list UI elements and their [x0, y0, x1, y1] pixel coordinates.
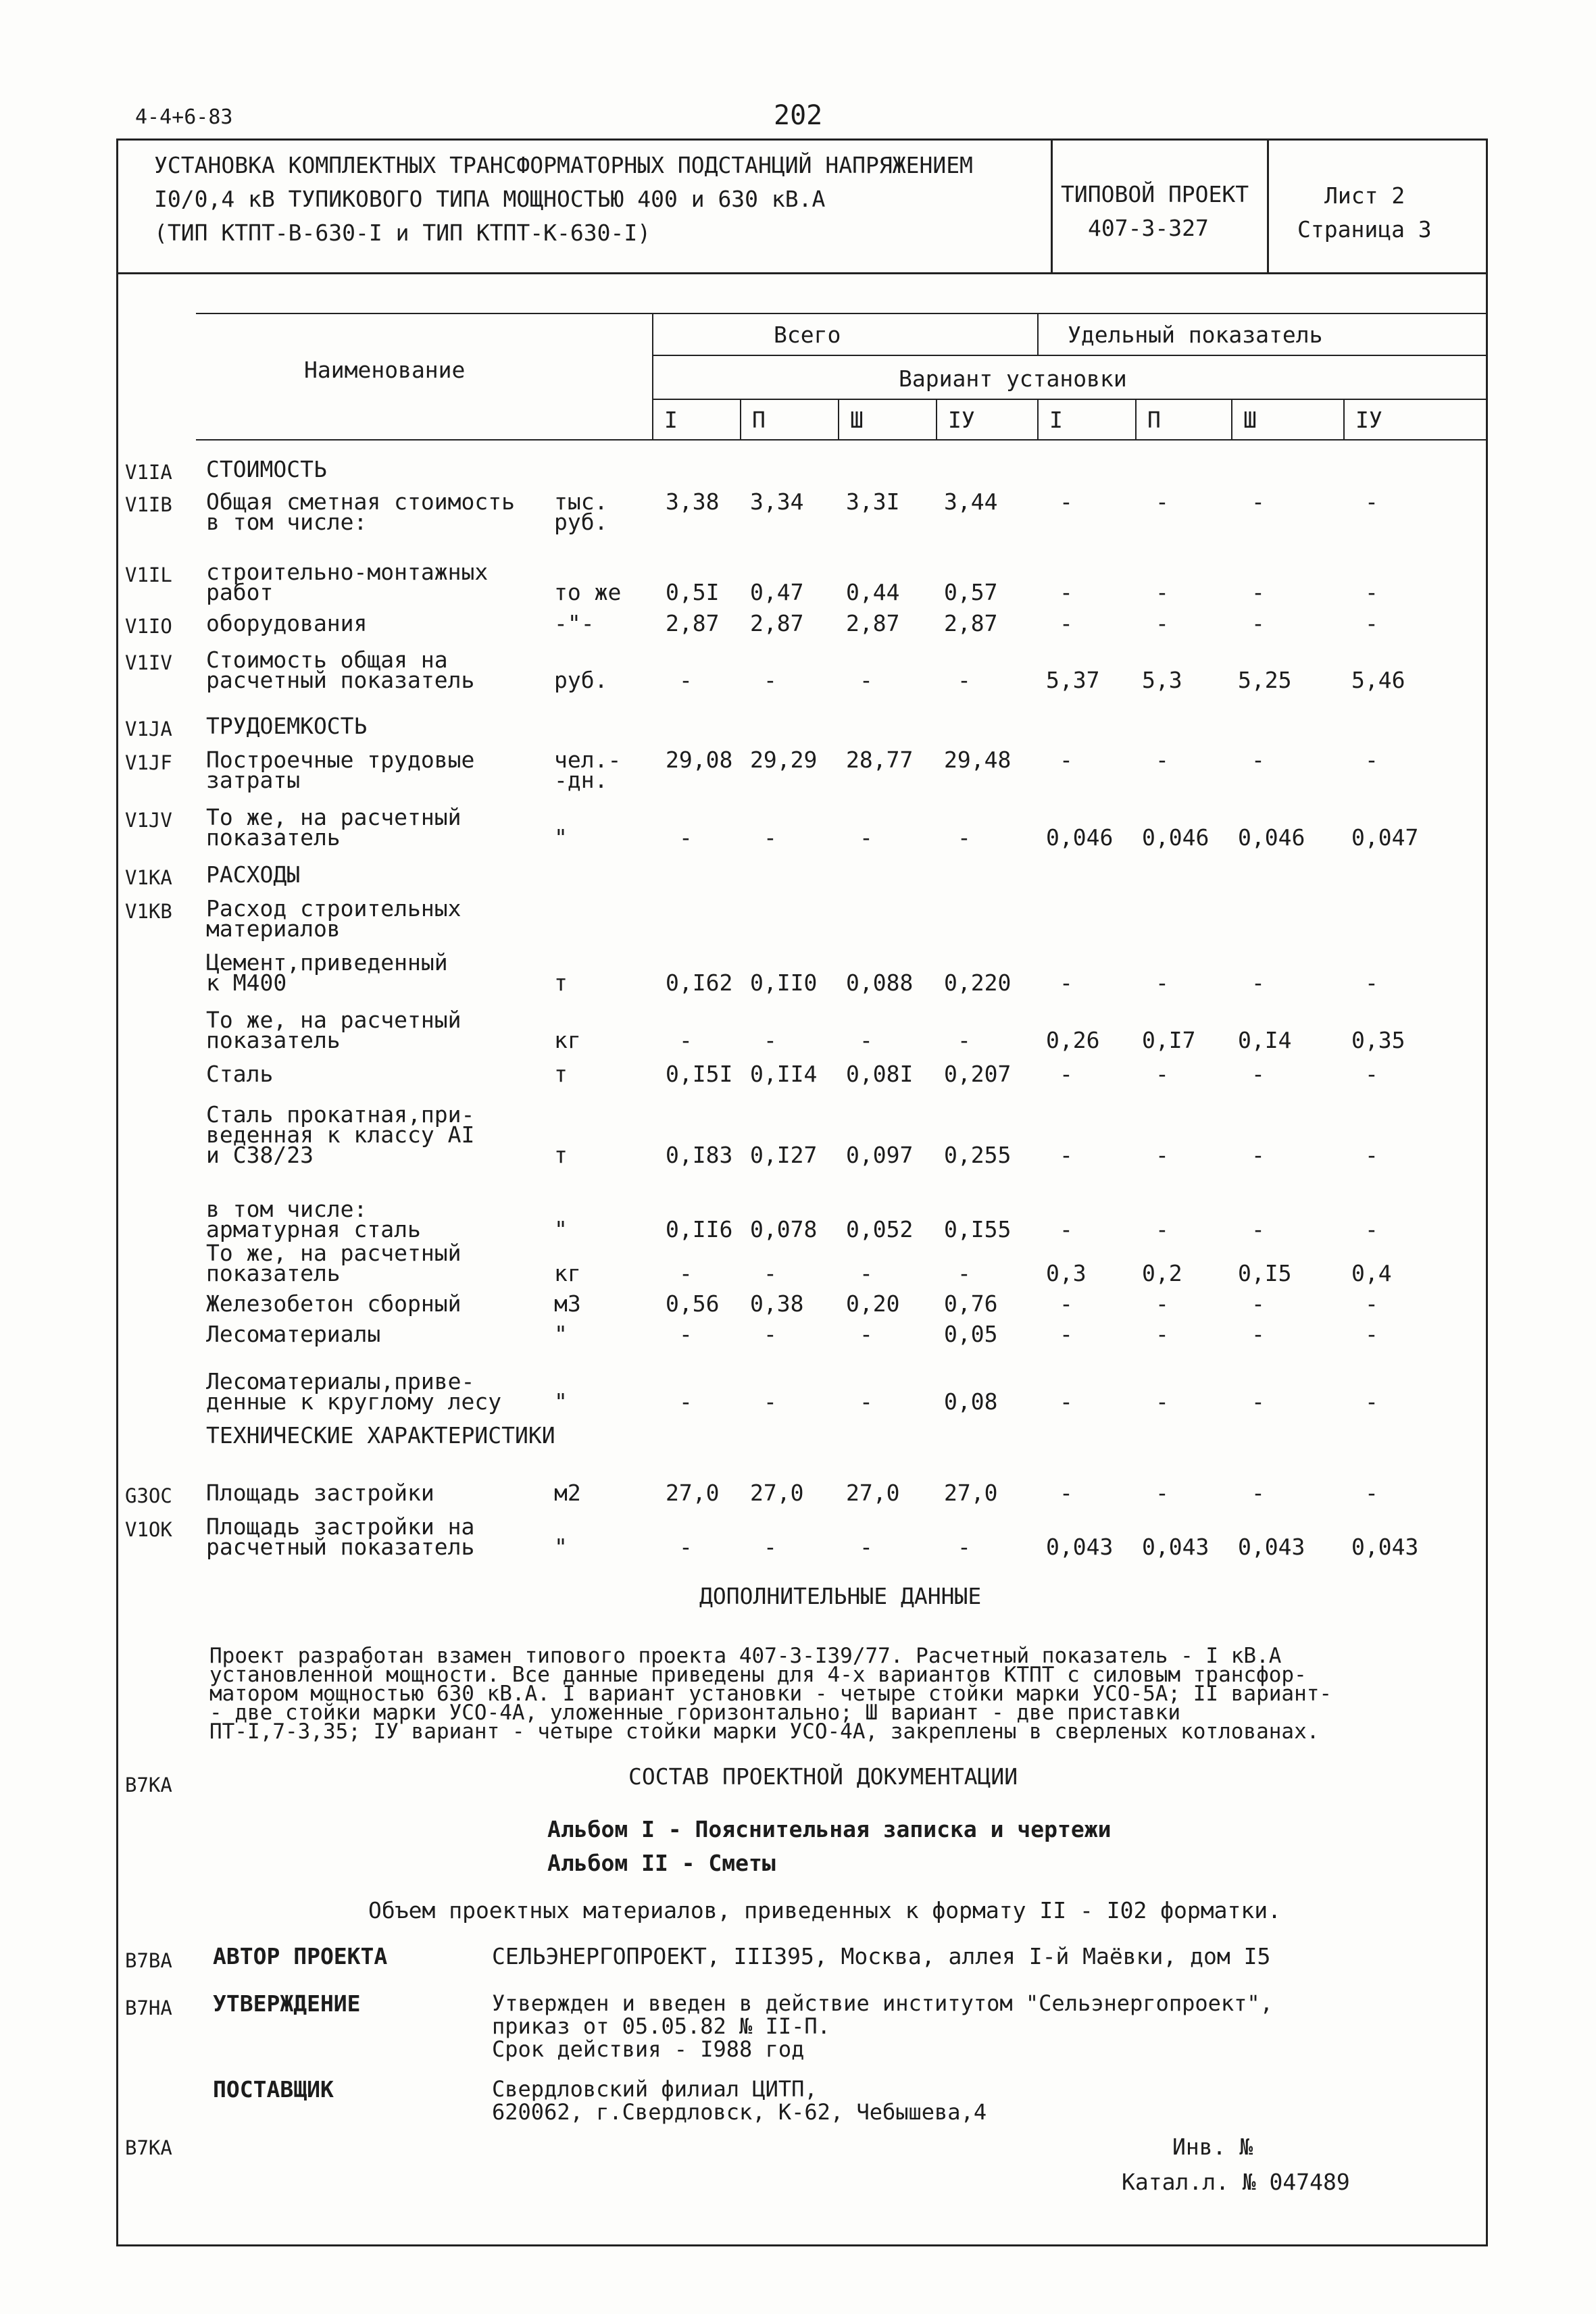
row-code: V1IV	[125, 651, 172, 674]
variant-header-4: IУ	[948, 407, 975, 433]
row-value: -	[1251, 1061, 1265, 1087]
row-value: -	[1059, 488, 1073, 515]
row-code: V1KB	[125, 900, 172, 923]
row-value: 0,043	[1142, 1534, 1210, 1560]
row-name: Лесоматериалы	[206, 1321, 381, 1347]
page-label: Страница 3	[1297, 216, 1432, 243]
additional-line-3: матором мощностью 630 кВ.А. I вариант установки - четыре стойки марки УСО-5А; II вариант-	[209, 1682, 1332, 1706]
row-value: -	[764, 1534, 777, 1560]
row-code: V1JF	[125, 751, 172, 774]
row-value: -	[679, 824, 693, 851]
row-name: То же, на расчетный	[206, 1240, 462, 1266]
row-code: V1OK	[125, 1518, 172, 1541]
doc-code: 4-4+6-83	[135, 105, 233, 129]
row-value: -	[764, 1027, 777, 1053]
row-name: Построечные трудовые	[206, 747, 475, 773]
row-value: -	[1155, 1061, 1169, 1087]
row-value: 0,207	[944, 1061, 1012, 1087]
row-value: 0,47	[750, 579, 804, 605]
row-unit: т	[554, 1061, 568, 1087]
row-value: 0,I83	[666, 1142, 733, 1168]
row-unit: -дн.	[554, 767, 608, 793]
row-value: 0,I7	[1142, 1027, 1196, 1053]
row-value: -	[957, 824, 971, 851]
row-value: 0,08	[944, 1388, 998, 1415]
row-name: строительно-монтажных	[206, 559, 489, 585]
row-code: V1IL	[125, 563, 172, 586]
row-value: 0,043	[1238, 1534, 1305, 1560]
row-value: -	[1059, 1216, 1073, 1242]
title-block-bottom-line	[116, 272, 1488, 274]
row-value: -	[957, 667, 971, 693]
row-value: -	[957, 1534, 971, 1560]
title-line-3: (ТИП КТПТ-В-630-I и ТИП КТПТ-К-630-I)	[154, 220, 651, 246]
row-name: веденная к классу АI	[206, 1122, 475, 1148]
row-value: -	[859, 1321, 873, 1347]
row-unit: то же	[554, 579, 622, 605]
row-name: То же, на расчетный	[206, 804, 462, 830]
row-code: V1JV	[125, 809, 172, 832]
title-line-2: I0/0,4 кВ ТУПИКОВОГО ТИПА МОЩНОСТЬЮ 400 и 630 кВ.А	[154, 186, 826, 212]
row-value: -	[1251, 579, 1265, 605]
header-variants-top-line	[652, 399, 1488, 400]
row-value: -	[1365, 1290, 1378, 1317]
row-value: 0,20	[846, 1290, 900, 1317]
row-value: -	[1059, 1321, 1073, 1347]
row-value: -	[1251, 488, 1265, 515]
row-value: -	[1059, 1480, 1073, 1506]
row-value: 0,043	[1046, 1534, 1114, 1560]
row-value: 0,078	[750, 1216, 818, 1242]
catalog-number: Катал.л. № 047489	[1122, 2169, 1350, 2195]
row-name: к М400	[206, 970, 287, 996]
row-name: Общая сметная стоимость	[206, 488, 515, 515]
row-value: -	[679, 1534, 693, 1560]
row-name: показатель	[206, 1260, 341, 1286]
row-value: -	[1365, 1388, 1378, 1415]
row-value: 0,4	[1351, 1260, 1392, 1286]
row-value: 2,87	[750, 610, 804, 636]
row-value: -	[1365, 970, 1378, 996]
row-name: материалов	[206, 915, 341, 942]
row-value: -	[1155, 1142, 1169, 1168]
row-value: -	[1251, 1216, 1265, 1242]
row-unit: "	[554, 1216, 568, 1242]
row-name: затраты	[206, 767, 301, 793]
row-value: 29,48	[944, 747, 1012, 773]
row-name: Стоимость общая на	[206, 647, 448, 673]
row-value: -	[1155, 1321, 1169, 1347]
row-value: -	[1155, 1388, 1169, 1415]
row-value: -	[1155, 1480, 1169, 1506]
row-unit: т	[554, 1142, 568, 1168]
document-title	[154, 149, 973, 250]
additional-line-5: ПТ-I,7-3,35; IУ вариант - четыре стойки марки УСО-4А, закреплены в сверленых котлованах.	[209, 1719, 1320, 1744]
row-name: Сталь	[206, 1061, 274, 1087]
row-value: -	[957, 1260, 971, 1286]
approval-label: УТВЕРЖДЕНИЕ	[213, 1990, 361, 2017]
row-value: 2,87	[666, 610, 720, 636]
row-value: -	[859, 1388, 873, 1415]
additional-line-4: - две стойки марки УСО-4А, уложенные горизонтально; Ш вариант - две приставки	[209, 1701, 1181, 1725]
row-value: 28,77	[846, 747, 914, 773]
row-value: 0,2	[1142, 1260, 1182, 1286]
row-value: 0,5I	[666, 579, 720, 605]
row-value: -	[679, 1027, 693, 1053]
row-unit: м3	[554, 1290, 581, 1317]
variant-col-line-5	[1135, 399, 1137, 439]
row-value: -	[1365, 579, 1378, 605]
row-value: 0,097	[846, 1142, 914, 1168]
row-unit: "	[554, 1388, 568, 1415]
row-value: -	[764, 667, 777, 693]
row-name: Лесоматериалы,приве-	[206, 1368, 475, 1394]
row-value: 3,34	[750, 488, 804, 515]
row-value: -	[859, 1260, 873, 1286]
variant-header-2: П	[752, 407, 766, 433]
row-value: 29,29	[750, 747, 818, 773]
additional-line-2: установленной мощности. Все данные приведены для 4-х вариантов КТПТ с силовым трансфор-	[209, 1663, 1307, 1687]
row-value: -	[1365, 747, 1378, 773]
variant-header-7: Ш	[1243, 407, 1257, 433]
row-value: -	[859, 1534, 873, 1560]
row-value: 0,046	[1046, 824, 1114, 851]
variant-header-6: П	[1147, 407, 1161, 433]
author-code: В7ВА	[125, 1949, 172, 1972]
row-value: 5,25	[1238, 667, 1292, 693]
variant-col-line-3	[936, 399, 937, 439]
row-name: Цемент,приведенный	[206, 949, 448, 976]
row-name: арматурная сталь	[206, 1216, 421, 1242]
variant-header-8: IУ	[1355, 407, 1382, 433]
row-unit: м2	[554, 1480, 581, 1506]
additional-text	[209, 1644, 1332, 1744]
row-value: -	[679, 667, 693, 693]
row-name: То же, на расчетный	[206, 1007, 462, 1033]
row-unit: руб.	[554, 509, 608, 535]
row-value: -	[1251, 970, 1265, 996]
row-value: 0,II4	[750, 1061, 818, 1087]
row-value: -	[1251, 1480, 1265, 1506]
variant-col-line-7	[1343, 399, 1345, 439]
inventory-label: Инв. №	[1172, 2134, 1253, 2160]
row-value: -	[1059, 1142, 1073, 1168]
row-value: -	[1251, 610, 1265, 636]
supplier-text	[492, 2078, 987, 2123]
row-unit: "	[554, 1321, 568, 1347]
variant-col-line-1	[740, 399, 741, 439]
row-name: работ	[206, 579, 274, 605]
row-value: 0,II0	[750, 970, 818, 996]
row-code: V1IB	[125, 493, 172, 516]
row-value: 0,255	[944, 1142, 1012, 1168]
row-value: -	[1059, 610, 1073, 636]
row-value: -	[1059, 1061, 1073, 1087]
row-value: -	[679, 1260, 693, 1286]
row-value: -	[1155, 579, 1169, 605]
row-value: -	[859, 1027, 873, 1053]
header-variant: Вариант установки	[899, 366, 1127, 392]
row-value: -	[1059, 1388, 1073, 1415]
row-code: G3OC	[125, 1484, 172, 1507]
row-value: -	[1251, 1290, 1265, 1317]
row-name: показатель	[206, 824, 341, 851]
row-value: -	[764, 1388, 777, 1415]
title-line-1: УСТАНОВКА КОМПЛЕКТНЫХ ТРАНСФОРМАТОРНЫХ ПОДСТАНЦИЙ НАПРЯЖЕНИЕМ	[154, 152, 973, 178]
variant-col-line-4	[1037, 399, 1039, 439]
page-number: 202	[774, 100, 823, 131]
row-value: 0,I5	[1238, 1260, 1292, 1286]
row-value: -	[1365, 1061, 1378, 1087]
header-variant-top-line	[652, 355, 1488, 356]
row-value: -	[1155, 1290, 1169, 1317]
header-divider-name	[652, 313, 653, 439]
row-value: 0,26	[1046, 1027, 1100, 1053]
row-name: СТОИМОСТЬ	[206, 456, 327, 482]
row-name: в том числе:	[206, 1196, 368, 1222]
project-label: ТИПОВОЙ ПРОЕКТ	[1061, 181, 1249, 207]
header-divider-total-specific	[1037, 313, 1039, 355]
row-value: 27,0	[750, 1480, 804, 1506]
row-value: -	[1251, 747, 1265, 773]
additional-line-1: Проект разработан взамен типового проекта 407-3-I39/77. Расчетный показатель - I кВ.А	[209, 1644, 1282, 1668]
variant-header-3: Ш	[850, 407, 864, 433]
header-bottom-line	[196, 439, 1488, 441]
row-value: -	[957, 1027, 971, 1053]
row-code: V1JA	[125, 718, 172, 740]
row-name: Площадь застройки на	[206, 1513, 475, 1540]
row-value: -	[1155, 1216, 1169, 1242]
approval-line-1: Утвержден и введен в действие институтом "Сельэнергопроект",	[492, 1990, 1273, 2016]
row-name: показатель	[206, 1027, 341, 1053]
row-name: Площадь застройки	[206, 1480, 434, 1506]
project-number: 407-3-327	[1088, 215, 1209, 241]
row-value: 3,3I	[846, 488, 900, 515]
row-value: 5,37	[1046, 667, 1100, 693]
row-name: Железобетон сборный	[206, 1290, 462, 1317]
composition-code: В7КА	[125, 1774, 172, 1796]
row-unit: т	[554, 970, 568, 996]
header-name: Наименование	[304, 357, 466, 383]
row-unit: тыс.	[554, 488, 608, 515]
approval-line-3: Срок действия - I988 год	[492, 2036, 805, 2062]
row-name: ТРУДОЕМКОСТЬ	[206, 713, 368, 739]
row-value: -	[1155, 610, 1169, 636]
row-value: 0,047	[1351, 824, 1419, 851]
row-value: 0,57	[944, 579, 998, 605]
supplier-label: ПОСТАВЩИК	[213, 2076, 334, 2103]
variant-col-line-6	[1231, 399, 1232, 439]
composition-title: СОСТАВ ПРОЕКТНОЙ ДОКУМЕНТАЦИИ	[628, 1763, 1018, 1790]
row-value: 0,08I	[846, 1061, 914, 1087]
row-name: оборудования	[206, 610, 368, 636]
header-top-line	[196, 313, 1488, 314]
row-value: 3,38	[666, 488, 720, 515]
row-value: 0,220	[944, 970, 1012, 996]
row-value: -	[1251, 1321, 1265, 1347]
row-value: 0,046	[1142, 824, 1210, 851]
row-value: -	[859, 824, 873, 851]
row-code: V1IA	[125, 461, 172, 484]
row-value: -	[1059, 1290, 1073, 1317]
row-value: 0,76	[944, 1290, 998, 1317]
page-frame	[116, 139, 1488, 2246]
variant-header-5: I	[1049, 407, 1063, 433]
album-2: Альбом II - Сметы	[547, 1850, 776, 1876]
row-value: 0,56	[666, 1290, 720, 1317]
row-value: 0,II6	[666, 1216, 733, 1242]
title-block-divider-2	[1267, 139, 1269, 274]
row-value: 3,44	[944, 488, 998, 515]
row-value: 0,052	[846, 1216, 914, 1242]
row-value: -	[1365, 1216, 1378, 1242]
row-unit: "	[554, 1534, 568, 1560]
supplier-line-2: 620062, г.Свердловск, К-62, Чебышева,4	[492, 2099, 987, 2125]
row-value: 0,05	[944, 1321, 998, 1347]
row-name: Сталь прокатная,при-	[206, 1101, 475, 1128]
row-value: 29,08	[666, 747, 733, 773]
row-value: -	[679, 1321, 693, 1347]
row-name: денные к круглому лесу	[206, 1388, 502, 1415]
row-value: 2,87	[846, 610, 900, 636]
row-unit: "	[554, 824, 568, 851]
row-value: -	[1059, 579, 1073, 605]
row-value: 0,046	[1238, 824, 1305, 851]
row-value: -	[764, 1260, 777, 1286]
row-value: -	[859, 667, 873, 693]
row-value: -	[1059, 970, 1073, 996]
volume-text: Объем проектных материалов, приведенных к формату II - I02 форматки.	[368, 1897, 1282, 1923]
row-unit: кг	[554, 1260, 581, 1286]
row-value: -	[764, 1321, 777, 1347]
row-value: -	[1155, 970, 1169, 996]
row-name: в том числе:	[206, 509, 368, 535]
sheet-label: Лист 2	[1324, 182, 1405, 209]
author-label: АВТОР ПРОЕКТА	[213, 1943, 388, 1969]
row-value: -	[1365, 488, 1378, 515]
row-value: -	[764, 824, 777, 851]
title-block-divider-1	[1051, 139, 1053, 274]
row-name: расчетный показатель	[206, 1534, 475, 1560]
additional-title: ДОПОЛНИТЕЛЬНЫЕ ДАННЫЕ	[699, 1583, 982, 1609]
row-unit: кг	[554, 1027, 581, 1053]
row-name: и С38/23	[206, 1142, 314, 1168]
approval-code: В7НА	[125, 1996, 172, 2019]
album-1: Альбом I - Пояснительная записка и чертежи	[547, 1816, 1112, 1842]
variant-col-line-2	[838, 399, 839, 439]
row-value: 27,0	[666, 1480, 720, 1506]
row-value: -	[1251, 1142, 1265, 1168]
row-value: 5,3	[1142, 667, 1182, 693]
row-name: РАСХОДЫ	[206, 861, 301, 888]
row-value: -	[1365, 1142, 1378, 1168]
row-value: -	[1059, 747, 1073, 773]
row-value: 2,87	[944, 610, 998, 636]
supplier-code: В7КА	[125, 2136, 172, 2159]
row-name: расчетный показатель	[206, 667, 475, 693]
row-unit: чел.-	[554, 747, 622, 773]
row-name: Расход строительных	[206, 895, 462, 922]
row-value: 5,46	[1351, 667, 1405, 693]
variant-header-1: I	[664, 407, 678, 433]
row-value: -	[1155, 747, 1169, 773]
row-value: 0,I55	[944, 1216, 1012, 1242]
supplier-line-1: Свердловский филиал ЦИТП,	[492, 2076, 818, 2102]
row-value: 0,088	[846, 970, 914, 996]
row-unit: -"-	[554, 610, 595, 636]
header-total: Всего	[774, 322, 841, 348]
row-value: 0,44	[846, 579, 900, 605]
row-value: 0,I27	[750, 1142, 818, 1168]
approval-text	[492, 1992, 1273, 2061]
header-specific: Удельный показатель	[1068, 322, 1323, 348]
row-value: -	[1365, 1480, 1378, 1506]
row-code: V1IO	[125, 615, 172, 638]
row-value: -	[1365, 1321, 1378, 1347]
row-value: 0,I4	[1238, 1027, 1292, 1053]
row-value: 0,I62	[666, 970, 733, 996]
row-value: 27,0	[846, 1480, 900, 1506]
row-name: ТЕХНИЧЕСКИЕ ХАРАКТЕРИСТИКИ	[206, 1422, 555, 1449]
row-value: 0,I5I	[666, 1061, 733, 1087]
row-value: -	[1155, 488, 1169, 515]
author-value: СЕЛЬЭНЕРГОПРОЕКТ, III395, Москва, аллея I-й Маёвки, дом I5	[492, 1943, 1271, 1969]
approval-line-2: приказ от 05.05.82 № II-П.	[492, 2013, 830, 2039]
row-value: 0,35	[1351, 1027, 1405, 1053]
row-code: V1KA	[125, 866, 172, 889]
row-value: -	[1365, 610, 1378, 636]
row-value: -	[679, 1388, 693, 1415]
row-value: 27,0	[944, 1480, 998, 1506]
row-unit: руб.	[554, 667, 608, 693]
row-value: 0,3	[1046, 1260, 1087, 1286]
row-value: -	[1251, 1388, 1265, 1415]
row-value: 0,38	[750, 1290, 804, 1317]
row-value: 0,043	[1351, 1534, 1419, 1560]
